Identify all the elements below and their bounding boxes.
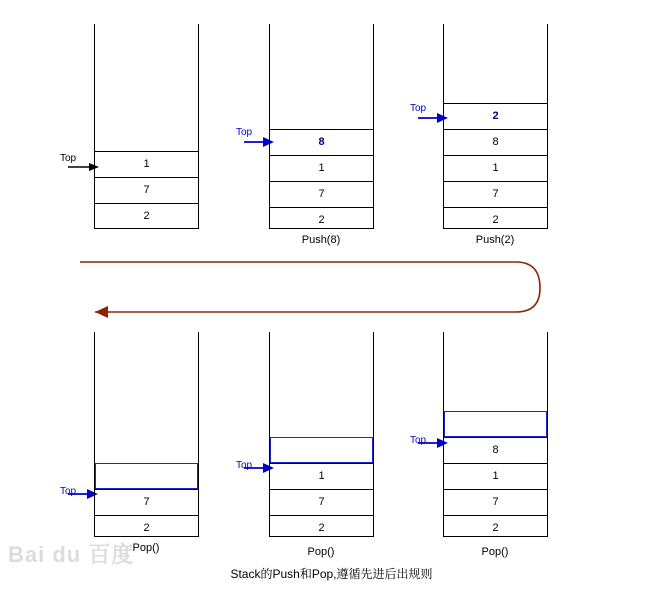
stack-cell-empty xyxy=(270,437,373,463)
stack-caption: Push(8) xyxy=(301,234,341,246)
stack-cell: 1 xyxy=(95,151,198,177)
stack-cell: 1 xyxy=(444,155,547,181)
top-pointer-label: Top xyxy=(410,435,427,446)
top-pointer-label: Top xyxy=(60,153,77,164)
stack-cell: 2 xyxy=(444,207,547,233)
stack-caption: Pop() xyxy=(481,546,509,558)
top-pointer-label: Top xyxy=(236,460,253,471)
stack-pop2 xyxy=(269,332,374,537)
stack-push2 xyxy=(443,24,548,229)
diagram-title: Stack的Push和Pop,遵循先进后出规则 xyxy=(230,567,433,581)
stack-cell: 2 xyxy=(95,515,198,541)
stack-cell: 7 xyxy=(270,181,373,207)
stack-cell: 8 xyxy=(444,129,547,155)
stack-cell-empty xyxy=(444,411,547,437)
stack-initial xyxy=(94,24,199,229)
stack-cell: 2 xyxy=(270,515,373,541)
stack-cell: 2 xyxy=(444,515,547,541)
flow-arrow xyxy=(80,262,540,318)
stack-caption: Pop() xyxy=(132,542,160,554)
stack-cell: 7 xyxy=(270,489,373,515)
stack-cell: 1 xyxy=(270,155,373,181)
stack-cell: 7 xyxy=(444,181,547,207)
stack-caption: Pop() xyxy=(307,546,335,558)
stack-pop1 xyxy=(443,332,548,537)
stack-caption: Push(2) xyxy=(475,234,515,246)
stack-cell: 1 xyxy=(444,463,547,489)
stack-cell: 2 xyxy=(270,207,373,233)
top-pointer-label: Top xyxy=(236,127,253,138)
stack-cell: 7 xyxy=(95,177,198,203)
stack-cell-empty xyxy=(95,463,198,489)
top-pointer-label: Top xyxy=(60,486,77,497)
stack-cell: 7 xyxy=(95,489,198,515)
stack-push8 xyxy=(269,24,374,229)
stack-cell: 8 xyxy=(270,129,373,155)
stack-pop3 xyxy=(94,332,199,537)
top-pointer-label: Top xyxy=(410,103,427,114)
watermark: Bai du 百度 xyxy=(8,542,135,567)
stack-cell: 1 xyxy=(270,463,373,489)
stack-cell: 7 xyxy=(444,489,547,515)
stack-cell: 2 xyxy=(95,203,198,229)
stack-cell: 8 xyxy=(444,437,547,463)
stack-cell: 2 xyxy=(444,103,547,129)
